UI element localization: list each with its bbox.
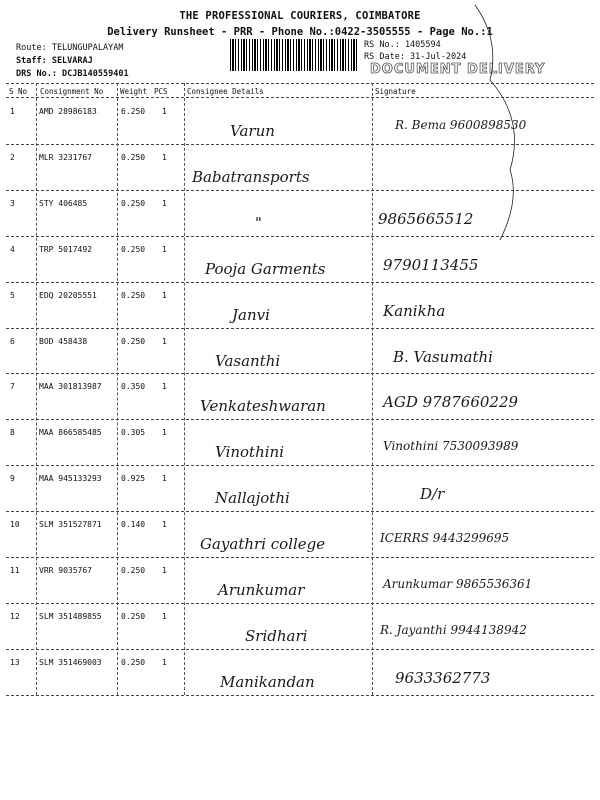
row-consignment-no: VRR 9035767: [39, 566, 92, 575]
row-consignee-name: Vinothini: [215, 443, 285, 462]
row-sno: 6: [10, 336, 15, 346]
row-consignee-name: Vasanthi: [215, 351, 281, 370]
row-consignee-name: Gayathri college: [200, 535, 326, 554]
company-title: THE PROFESSIONAL COURIERS, COIMBATORE: [179, 10, 421, 22]
row-signature: B. Vasumathi: [393, 347, 493, 366]
row-pcs: 1: [162, 520, 167, 530]
row-pcs: 1: [162, 244, 167, 254]
row-sno: 3: [10, 198, 15, 208]
row-weight: 0.350: [121, 382, 146, 392]
row-consignment-no: SLM 351527871: [39, 520, 102, 530]
row-consignment-no: TRP 5017492: [39, 244, 92, 254]
row-consignment-no: BOD 458438: [39, 336, 88, 346]
row-divider: [6, 373, 594, 374]
row-consignee-name: Janvi: [232, 305, 270, 324]
row-consignment-no: SLM 351489855: [39, 611, 102, 621]
row-signature: Kanikha: [383, 301, 446, 320]
header-sno: S No: [9, 87, 28, 96]
row-consignment-no: SLM 351469003: [39, 657, 102, 667]
row-divider: [6, 282, 594, 283]
row-divider: [6, 603, 594, 604]
row-sno: 7: [10, 382, 15, 392]
row-consignee-name: Pooja Garments: [205, 259, 326, 278]
barcode: [230, 39, 358, 71]
row-pcs: 1: [162, 657, 167, 667]
row-weight: 0.250: [121, 336, 146, 346]
row-signature: AGD 9787660229: [383, 393, 519, 412]
row-pcs: 1: [162, 566, 167, 575]
row-sno: 4: [10, 244, 15, 254]
rs-date: RS Date: 31-Jul-2024: [364, 52, 467, 62]
row-pcs: 1: [162, 428, 167, 438]
row-consignee-name: Venkateshwaran: [200, 397, 326, 416]
row-weight: 0.140: [121, 520, 146, 530]
row-weight: 0.925: [121, 474, 146, 484]
row-weight: 0.305: [121, 428, 146, 438]
row-divider: [6, 695, 594, 696]
row-divider: [6, 557, 594, 558]
header-signature: Signature: [375, 87, 416, 96]
staff-label: Staff: SELVARAJ: [16, 56, 93, 66]
row-consignee-name: ": [255, 213, 262, 232]
row-divider: [6, 419, 594, 420]
row-weight: 6.250: [121, 107, 146, 116]
row-sno: 10: [10, 520, 20, 530]
runsheet-subtitle: Delivery Runsheet - PRR - Phone No.:0422-3505555 - Page No.:1: [107, 26, 493, 38]
row-weight: 0.250: [121, 611, 146, 621]
row-consignment-no: EDQ 20205551: [39, 290, 97, 300]
row-signature: 9865665512: [378, 209, 474, 228]
row-pcs: 1: [162, 611, 167, 621]
pen-stroke-mark: [430, 0, 600, 250]
row-sno: 5: [10, 290, 15, 300]
row-pcs: 1: [162, 474, 167, 484]
row-pcs: 1: [162, 336, 167, 346]
row-weight: 0.250: [121, 244, 146, 254]
row-signature: Vinothini 7530093989: [383, 439, 519, 454]
row-sno: 8: [10, 428, 15, 438]
row-consignment-no: AMD 28986183: [39, 107, 97, 116]
row-weight: 0.250: [121, 152, 146, 162]
row-pcs: 1: [162, 290, 167, 300]
row-weight: 0.250: [121, 198, 146, 208]
row-signature: ICERRS 9443299695: [380, 531, 510, 546]
row-signature: R. Jayanthi 9944138942: [380, 622, 527, 637]
row-consignment-no: MAA 301813987: [39, 382, 102, 392]
row-signature: D/r: [420, 485, 445, 504]
row-sno: 11: [10, 566, 20, 575]
header-weight: Weight: [120, 87, 148, 96]
row-sno: 13: [10, 657, 20, 667]
row-pcs: 1: [162, 107, 167, 116]
row-sno: 1: [10, 107, 15, 116]
header-consignment-no: Consignment No: [40, 87, 104, 96]
row-signature: Arunkumar 9865536361: [383, 577, 533, 591]
row-signature: R. Bema 9600898530: [395, 118, 527, 132]
row-sno: 2: [10, 152, 15, 162]
row-consignment-no: MLR 3231767: [39, 152, 92, 162]
row-consignment-no: MAA 866585485: [39, 428, 102, 438]
row-signature: 9633362773: [395, 668, 491, 687]
row-consignee-name: Sridhari: [245, 626, 308, 645]
document-delivery-stamp: DOCUMENT DELIVERY: [370, 62, 546, 77]
row-consignee-name: Manikandan: [220, 672, 315, 691]
route-label: Route: TELUNGUPALAYAM: [16, 43, 124, 53]
row-consignment-no: MAA 945133293: [39, 474, 102, 484]
header-pcs: PCS: [154, 87, 168, 96]
row-pcs: 1: [162, 152, 167, 162]
rs-number: RS No.: 1405594: [364, 40, 441, 50]
row-pcs: 1: [162, 198, 167, 208]
row-consignee-name: Varun: [230, 122, 275, 140]
row-weight: 0.250: [121, 290, 146, 300]
row-weight: 0.250: [121, 566, 146, 575]
row-signature: 9790113455: [383, 255, 479, 274]
row-divider: [6, 649, 594, 650]
row-consignee-name: Babatransports: [192, 167, 310, 186]
row-consignee-name: Arunkumar: [218, 581, 305, 599]
row-divider: [6, 511, 594, 512]
row-weight: 0.250: [121, 657, 146, 667]
row-consignment-no: STY 406485: [39, 198, 88, 208]
row-consignee-name: Nallajothi: [215, 489, 290, 508]
row-divider: [6, 328, 594, 329]
row-divider: [6, 465, 594, 466]
header-consignee-details: Consignee Details: [187, 87, 264, 96]
row-sno: 9: [10, 474, 15, 484]
drs-number: DRS No.: DCJB140559401: [16, 69, 129, 79]
row-pcs: 1: [162, 382, 167, 392]
row-sno: 12: [10, 611, 20, 621]
